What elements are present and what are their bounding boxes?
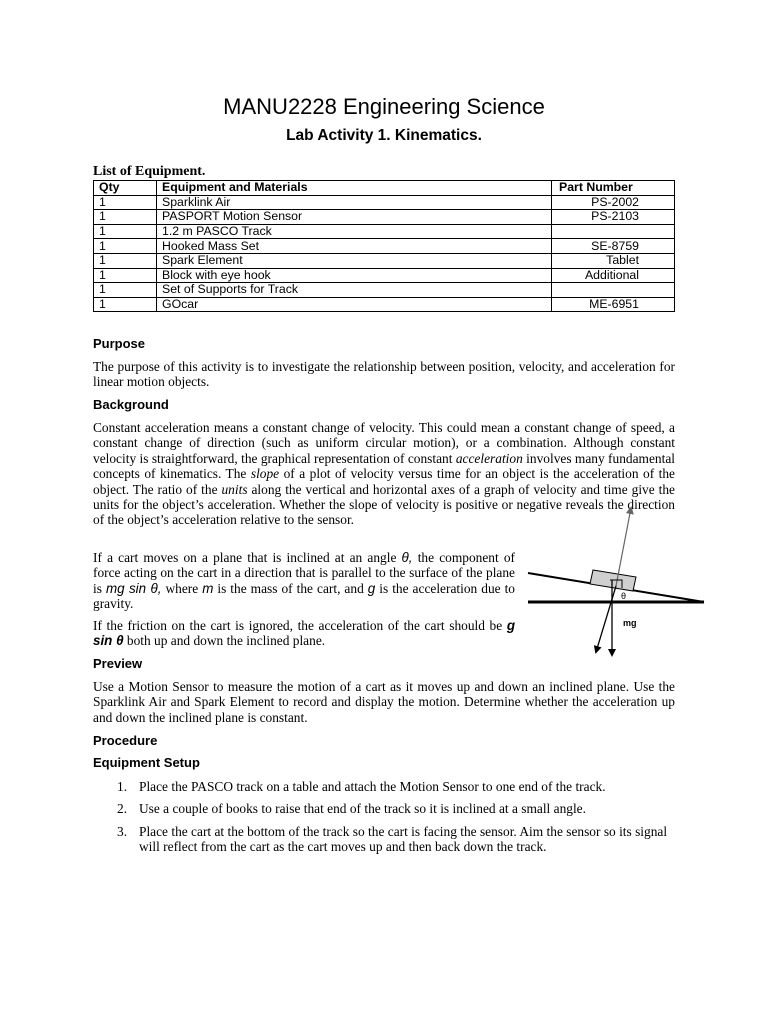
table-row — [94, 283, 675, 298]
text-run: If the friction on the cart is ignored, the acceleration of the cart should be — [93, 618, 507, 633]
step-text: Place the cart at the bottom of the track so the cart is facing the sensor. Aim the sensor so its signal will reflect from the cart as the cart moves up and then back down the track. — [139, 823, 668, 855]
table-row — [94, 268, 675, 283]
step-number: 2. — [117, 801, 128, 817]
component-force-arrow — [596, 586, 616, 652]
header-qty: Qty — [94, 181, 157, 196]
table-row — [94, 210, 675, 225]
background-paragraph-2 — [93, 550, 515, 612]
cell-item: GOcar — [157, 297, 552, 312]
preview-text: Use a Motion Sensor to measure the motion of a cart as it moves up and down an inclined plane. Use the Sparklink Air and Spark Element to record and display the motion. Determine whether the acceleration up and down the inclined plane is constant. — [93, 679, 675, 725]
setup-steps-list — [117, 779, 677, 862]
preview-heading: Preview — [93, 656, 143, 671]
theta-label: θ — [621, 591, 627, 601]
cell-part: Additional — [552, 268, 675, 283]
list-item — [117, 779, 677, 794]
table-header-row — [94, 181, 675, 196]
cell-part — [552, 283, 675, 298]
cell-qty: 1 — [94, 268, 157, 283]
table-row — [94, 195, 675, 210]
step-text: Place the PASCO track on a table and attach the Motion Sensor to one end of the track. — [139, 779, 606, 794]
list-item — [117, 824, 677, 855]
cell-qty: 1 — [94, 224, 157, 239]
table-row — [94, 253, 675, 268]
step-number: 3. — [117, 823, 128, 839]
step-text: Use a couple of books to raise that end of the track so it is inclined at a small angle. — [139, 801, 586, 817]
emphasis-slope: slope — [250, 466, 280, 482]
cell-item: Set of Supports for Track — [157, 283, 552, 298]
text-run: along the vertical and horizontal axes of a graph of velocity and time give the units for the object’s acceleration. Whether the slope of velocity is positive or negative reveals the direction of the object’s acceleration relative to the sensor. — [93, 481, 675, 528]
text-run: If a cart moves on a plane that is inclined at an angle — [93, 550, 402, 565]
header-equipment: Equipment and Materials — [157, 181, 552, 196]
equipment-setup-heading: Equipment Setup — [93, 755, 200, 770]
procedure-heading: Procedure — [93, 733, 158, 748]
background-heading: Background — [93, 397, 169, 412]
equipment-table — [93, 180, 675, 312]
text-run: the component of force acting on the cart in a direction that is parallel to the surface of the plane is — [93, 550, 515, 596]
text-run: both up and down the inclined plane. — [123, 633, 326, 649]
cell-item: Hooked Mass Set — [157, 239, 552, 254]
text-run: where — [161, 580, 203, 596]
cell-part: PS-2103 — [552, 210, 675, 225]
cell-part: Tablet — [552, 253, 675, 268]
background-paragraph-3 — [93, 618, 515, 649]
cell-qty: 1 — [94, 195, 157, 210]
step-number: 1. — [117, 779, 128, 794]
math-g: g — [367, 580, 376, 596]
cell-qty: 1 — [94, 239, 157, 254]
text-run: involves many fundamental concepts of kinematics. The — [93, 450, 675, 482]
document-title: MANU2228 Engineering Science — [223, 94, 545, 119]
cell-item: 1.2 m PASCO Track — [157, 224, 552, 239]
cell-qty: 1 — [94, 210, 157, 225]
table-row — [94, 239, 675, 254]
header-part-number: Part Number — [552, 181, 675, 196]
purpose-heading: Purpose — [93, 336, 146, 351]
cell-qty: 1 — [94, 283, 157, 298]
cell-item: Block with eye hook — [157, 268, 552, 283]
emphasis-units: units — [221, 481, 248, 497]
text-run: of a plot of velocity versus time for an object is the acceleration of the object. The ratio of the — [93, 466, 675, 497]
mg-label: mg — [623, 618, 637, 628]
cell-part — [552, 224, 675, 239]
cell-part: SE-8759 — [552, 239, 675, 254]
emphasis-acceleration: acceleration — [455, 450, 523, 466]
cell-item: PASPORT Motion Sensor — [157, 210, 552, 225]
cell-qty: 1 — [94, 253, 157, 268]
normal-force-arrow — [616, 508, 631, 586]
math-g-sin-theta: g sin θ — [93, 618, 515, 649]
math-theta: θ, — [401, 550, 413, 565]
cell-part: PS-2002 — [552, 195, 675, 210]
inclined-plane-diagram — [526, 500, 708, 660]
text-run: is the acceleration due to gravity. — [93, 580, 516, 612]
equipment-heading: List of Equipment. — [93, 164, 206, 179]
math-m: m — [202, 580, 214, 596]
math-mg-sin-theta: mg sin θ, — [105, 580, 162, 596]
table-row — [94, 224, 675, 239]
text-run: is the mass of the cart, and — [213, 580, 368, 596]
purpose-text: The purpose of this activity is to investigate the relationship between position, velocity, and acceleration for linear motion objects. — [93, 359, 675, 390]
list-item — [117, 801, 677, 816]
cell-item: Spark Element — [157, 253, 552, 268]
table-row — [94, 297, 675, 312]
text-run: Constant acceleration means a constant change of velocity. This could mean a constant change of speed, a constant change of direction (such as uniform circular motion), or a combination. Although constant velocity is straightforward, the graphical representation of constant — [93, 420, 675, 466]
cell-part: ME-6951 — [552, 297, 675, 312]
cell-item: Sparklink Air — [157, 195, 552, 210]
cell-qty: 1 — [94, 297, 157, 312]
document-subtitle: Lab Activity 1. Kinematics. — [286, 127, 482, 144]
